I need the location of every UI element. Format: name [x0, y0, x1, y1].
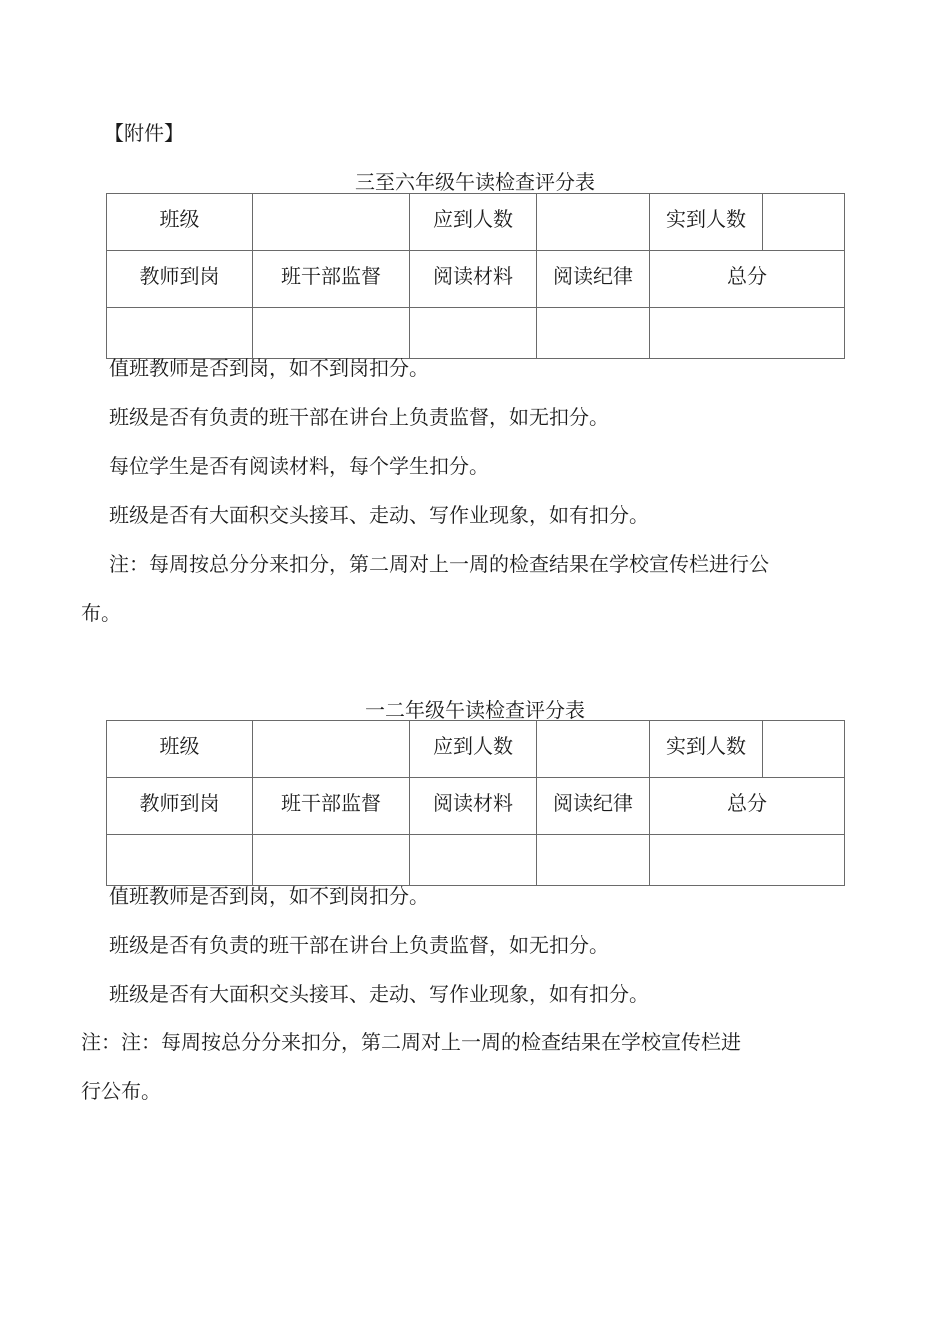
table-cell — [107, 835, 253, 886]
table-cell: 班级 — [107, 721, 253, 778]
table-cell — [537, 194, 650, 251]
table-cell — [410, 835, 537, 886]
note-line: 值班教师是否到岗，如不到岗扣分。 — [109, 356, 429, 380]
table2-score-table — [106, 720, 845, 886]
table-cell: 班干部监督 — [253, 778, 410, 835]
note-line: 班级是否有大面积交头接耳、走动、写作业现象，如有扣分。 — [109, 503, 649, 527]
table1-title: 三至六年级午读检查评分表 — [355, 170, 595, 194]
table-cell: 阅读材料 — [410, 251, 537, 308]
table-cell: 应到人数 — [410, 194, 537, 251]
table-cell: 班干部监督 — [253, 251, 410, 308]
table-cell — [650, 308, 845, 359]
table-cell: 总分 — [650, 251, 845, 308]
table-cell: 教师到岗 — [107, 778, 253, 835]
table-cell: 阅读纪律 — [537, 251, 650, 308]
table-cell: 应到人数 — [410, 721, 537, 778]
remark-line: 行公布。 — [81, 1079, 161, 1103]
attachment-label: 【附件】 — [104, 121, 184, 145]
table-row — [107, 194, 845, 251]
note-line: 值班教师是否到岗，如不到岗扣分。 — [109, 884, 429, 908]
table-row — [107, 308, 845, 359]
table-cell: 教师到岗 — [107, 251, 253, 308]
table-cell — [650, 835, 845, 886]
remark-line: 布。 — [81, 601, 121, 625]
note-line: 每位学生是否有阅读材料，每个学生扣分。 — [109, 454, 489, 478]
table-cell — [253, 194, 410, 251]
table-cell — [253, 308, 410, 359]
table-cell: 实到人数 — [650, 194, 763, 251]
table-row — [107, 778, 845, 835]
table-cell — [253, 721, 410, 778]
note-line: 班级是否有负责的班干部在讲台上负责监督，如无扣分。 — [109, 933, 609, 957]
table-cell — [537, 721, 650, 778]
table1-score-table — [106, 193, 845, 359]
table-cell — [763, 721, 845, 778]
table-row — [107, 251, 845, 308]
note-line: 班级是否有负责的班干部在讲台上负责监督，如无扣分。 — [109, 405, 609, 429]
table-cell: 阅读材料 — [410, 778, 537, 835]
table-cell: 阅读纪律 — [537, 778, 650, 835]
table-cell — [253, 835, 410, 886]
table-cell — [537, 308, 650, 359]
note-line: 班级是否有大面积交头接耳、走动、写作业现象，如有扣分。 — [109, 982, 649, 1006]
table-cell — [763, 194, 845, 251]
table-row — [107, 721, 845, 778]
table-cell: 实到人数 — [650, 721, 763, 778]
table-cell: 班级 — [107, 194, 253, 251]
table-cell — [410, 308, 537, 359]
table-row — [107, 835, 845, 886]
table-cell: 总分 — [650, 778, 845, 835]
table2-title: 一二年级午读检查评分表 — [365, 698, 585, 722]
remark-line: 注：注：每周按总分分来扣分，第二周对上一周的检查结果在学校宣传栏进 — [81, 1030, 741, 1054]
table-cell — [107, 308, 253, 359]
table-cell — [537, 835, 650, 886]
remark-line: 注：每周按总分分来扣分，第二周对上一周的检查结果在学校宣传栏进行公 — [109, 552, 769, 576]
